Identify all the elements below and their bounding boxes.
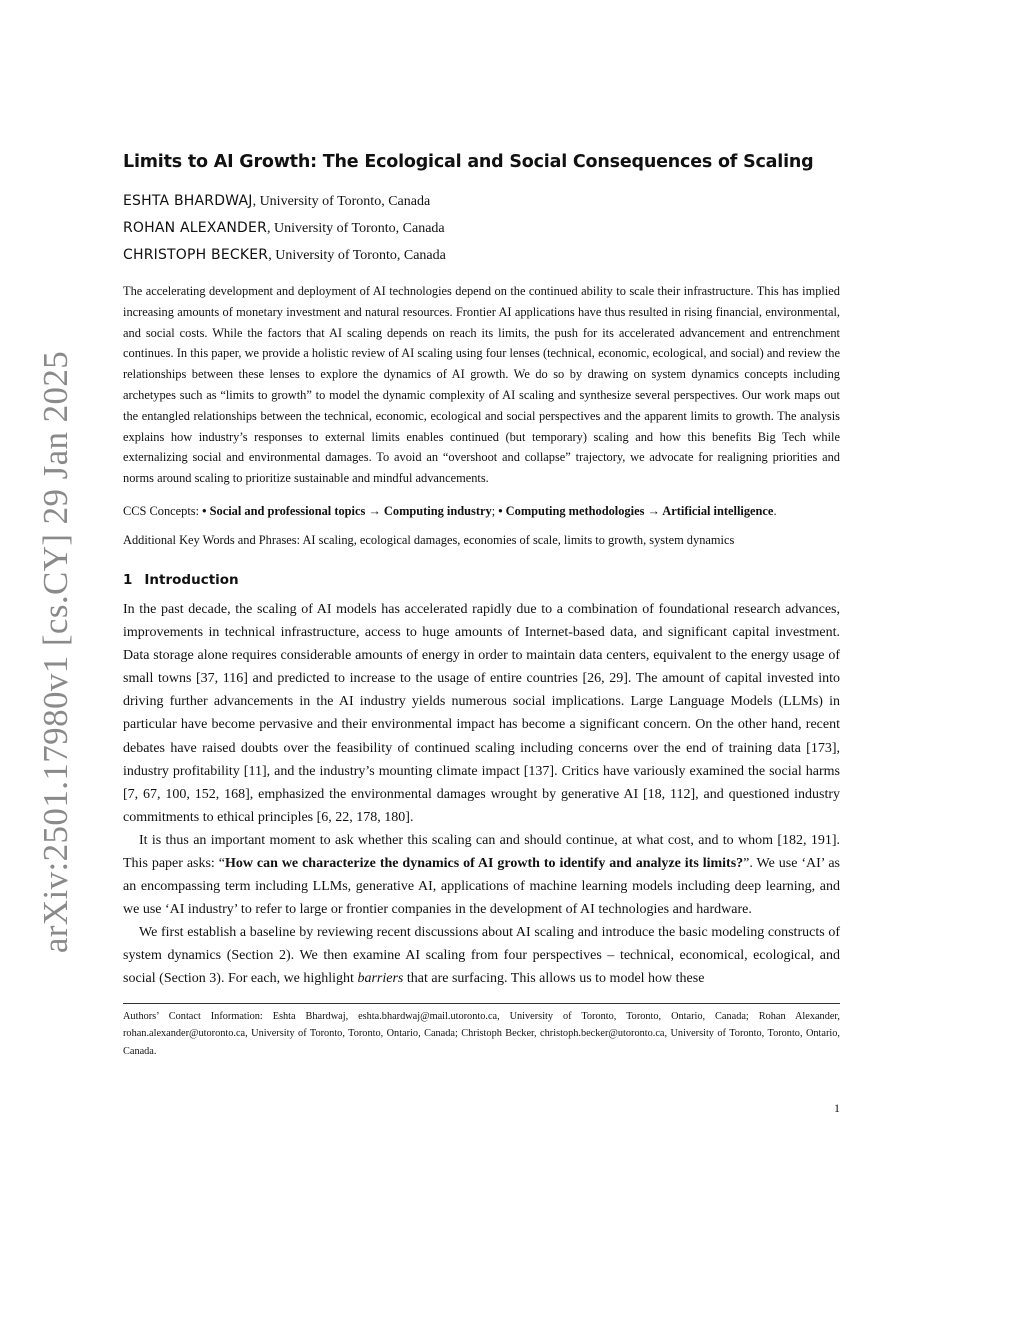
author-affiliation: , University of Toronto, Canada <box>252 194 431 209</box>
ccs-concept: • Social and professional topics <box>202 503 366 518</box>
author-entry <box>123 215 840 242</box>
paper-title: Limits to AI Growth: The Ecological and Social Consequences of Scaling <box>123 152 814 172</box>
ccs-end: . <box>773 503 777 518</box>
ccs-label: CCS Concepts: <box>123 503 203 518</box>
paragraph-text: that are surfacing. This allows us to model how these <box>403 971 705 987</box>
paragraph-text: ”. We use ‘AI’ as an encompassing term including LLMs, generative AI, applications of machine learning models including deep learning, and we use ‘AI industry’ to refer to large or frontier companies in the development of AI technologies and hardware. <box>123 856 840 918</box>
abstract: The accelerating development and deployment of AI technologies depend on the continued ability to scale their infrastructure. This has implied increasing amounts of monetary investment and natural resources. Frontier AI applications have thus resulted in rising financial, environmental, and social costs. While the factors that AI scaling depends on reach its limits, the push for its accelerated advancement and entrenchment continues. In this paper, we provide a holistic review of AI scaling using four lenses (technical, economic, ecological, and social) and review the relationships between these lenses to explore the dynamics of AI growth. We do so by drawing on system dynamics concepts including archetypes such as “limits to growth” to model the dynamic complexity of AI scaling and synthesize several perspectives. Our work maps out the entangled relationships between the technical, economic, ecological and social perspectives and the apparent limits to growth. The analysis explains how industry’s responses to external limits enables continued (but temporary) scaling and how this benefits Big Tech while externalizing social and environmental damages. To avoid an “overshoot and collapse” trajectory, we advocate for realigning priorities and norms around scaling to prioritize sustainable and mindful advancements. <box>123 284 840 486</box>
ccs-concept: • Computing methodologies <box>498 503 645 518</box>
ccs-concepts <box>123 501 840 521</box>
body-paragraph: In the past decade, the scaling of AI models has accelerated rapidly due to a combination of foundational research advances, improvements in technical infrastructure, access to huge amounts of Internet-based data, and significant capital investment. Data storage alone requires considerable amounts of energy in order to maintain data centers, equivalent to the energy usage of small towns [37, 116] and predicted to increase to the usage of entire countries [26, 29]. The amount of capital invested into driving further advancements in the AI industry yields numerous social implications. Large Language Models (LLMs) in particular have become pervasive and their environmental impact has become a significant concern. On the other hand, recent debates have raised doubts over the feasibility of continued scaling including concerns over the end of training data [173], industry profitability [11], and the industry’s mounting climate impact [137]. Critics have variously examined the social harms [7, 67, 100, 152, 168], emphasized the environmental damages wrought by generative AI [18, 112], and questioned industry commitments to ethical principles [6, 22, 178, 180]. <box>123 601 840 825</box>
ccs-separator: ; <box>491 503 499 518</box>
paragraph-text: We first establish a baseline by reviewing recent discussions about AI scaling and introduce the basic modeling constructs of system dynamics (Section 2). We then examine AI scaling from four perspectives – technical, economical, ecological, and social (Section 3). For each, we highlight <box>123 925 840 987</box>
author-entry <box>123 188 840 215</box>
author-affiliation: , University of Toronto, Canada <box>267 221 445 236</box>
arxiv-identifier-stamp: arXiv:2501.17980v1 [cs.CY] 29 Jan 2025 <box>36 350 75 954</box>
author-name: ESHTA BHARDWAJ <box>123 193 253 209</box>
ccs-concept: Computing industry <box>383 503 492 518</box>
ccs-arrow: → <box>365 503 384 518</box>
author-entry <box>123 242 840 269</box>
emphasis-text: barriers <box>357 971 404 987</box>
section-title: Introduction <box>144 571 239 588</box>
author-contact-footnote: Authors’ Contact Information: Eshta Bhardwaj, eshta.bhardwaj@mail.utoronto.ca, University of Toronto, Toronto, Ontario, Canada; Rohan Alexander, rohan.alexander@utoronto.ca, University of Toronto, Toronto, Ontario, Canada; Christoph Becker, christoph.becker@utoronto.ca, University of Toronto, Toronto, Ontario, Canada. <box>123 1010 840 1057</box>
section-heading <box>123 572 840 588</box>
research-question: How can we characterize the dynamics of AI growth to identify and analyze its limits? <box>224 856 744 871</box>
page-number: 1 <box>834 1101 840 1115</box>
section-number: 1 <box>123 571 133 588</box>
author-name: ROHAN ALEXANDER <box>123 220 267 236</box>
author-name: CHRISTOPH BECKER <box>123 247 269 263</box>
body-paragraph <box>123 921 840 990</box>
author-list <box>123 188 840 269</box>
footnote-divider <box>123 1003 840 1004</box>
body-paragraph <box>123 829 840 921</box>
author-affiliation: , University of Toronto, Canada <box>268 248 446 263</box>
ccs-arrow: → <box>644 503 663 518</box>
paragraph-text: It is thus an important moment to ask whether this scaling can and should continue, at what cost, and to whom [182, 191]. This paper asks: “ <box>123 832 840 871</box>
paper-page <box>123 152 840 1060</box>
ccs-concept: Artificial intelligence <box>662 503 774 518</box>
keywords: Additional Key Words and Phrases: AI scaling, ecological damages, economies of scale, limits to growth, system dynamics <box>123 532 735 547</box>
